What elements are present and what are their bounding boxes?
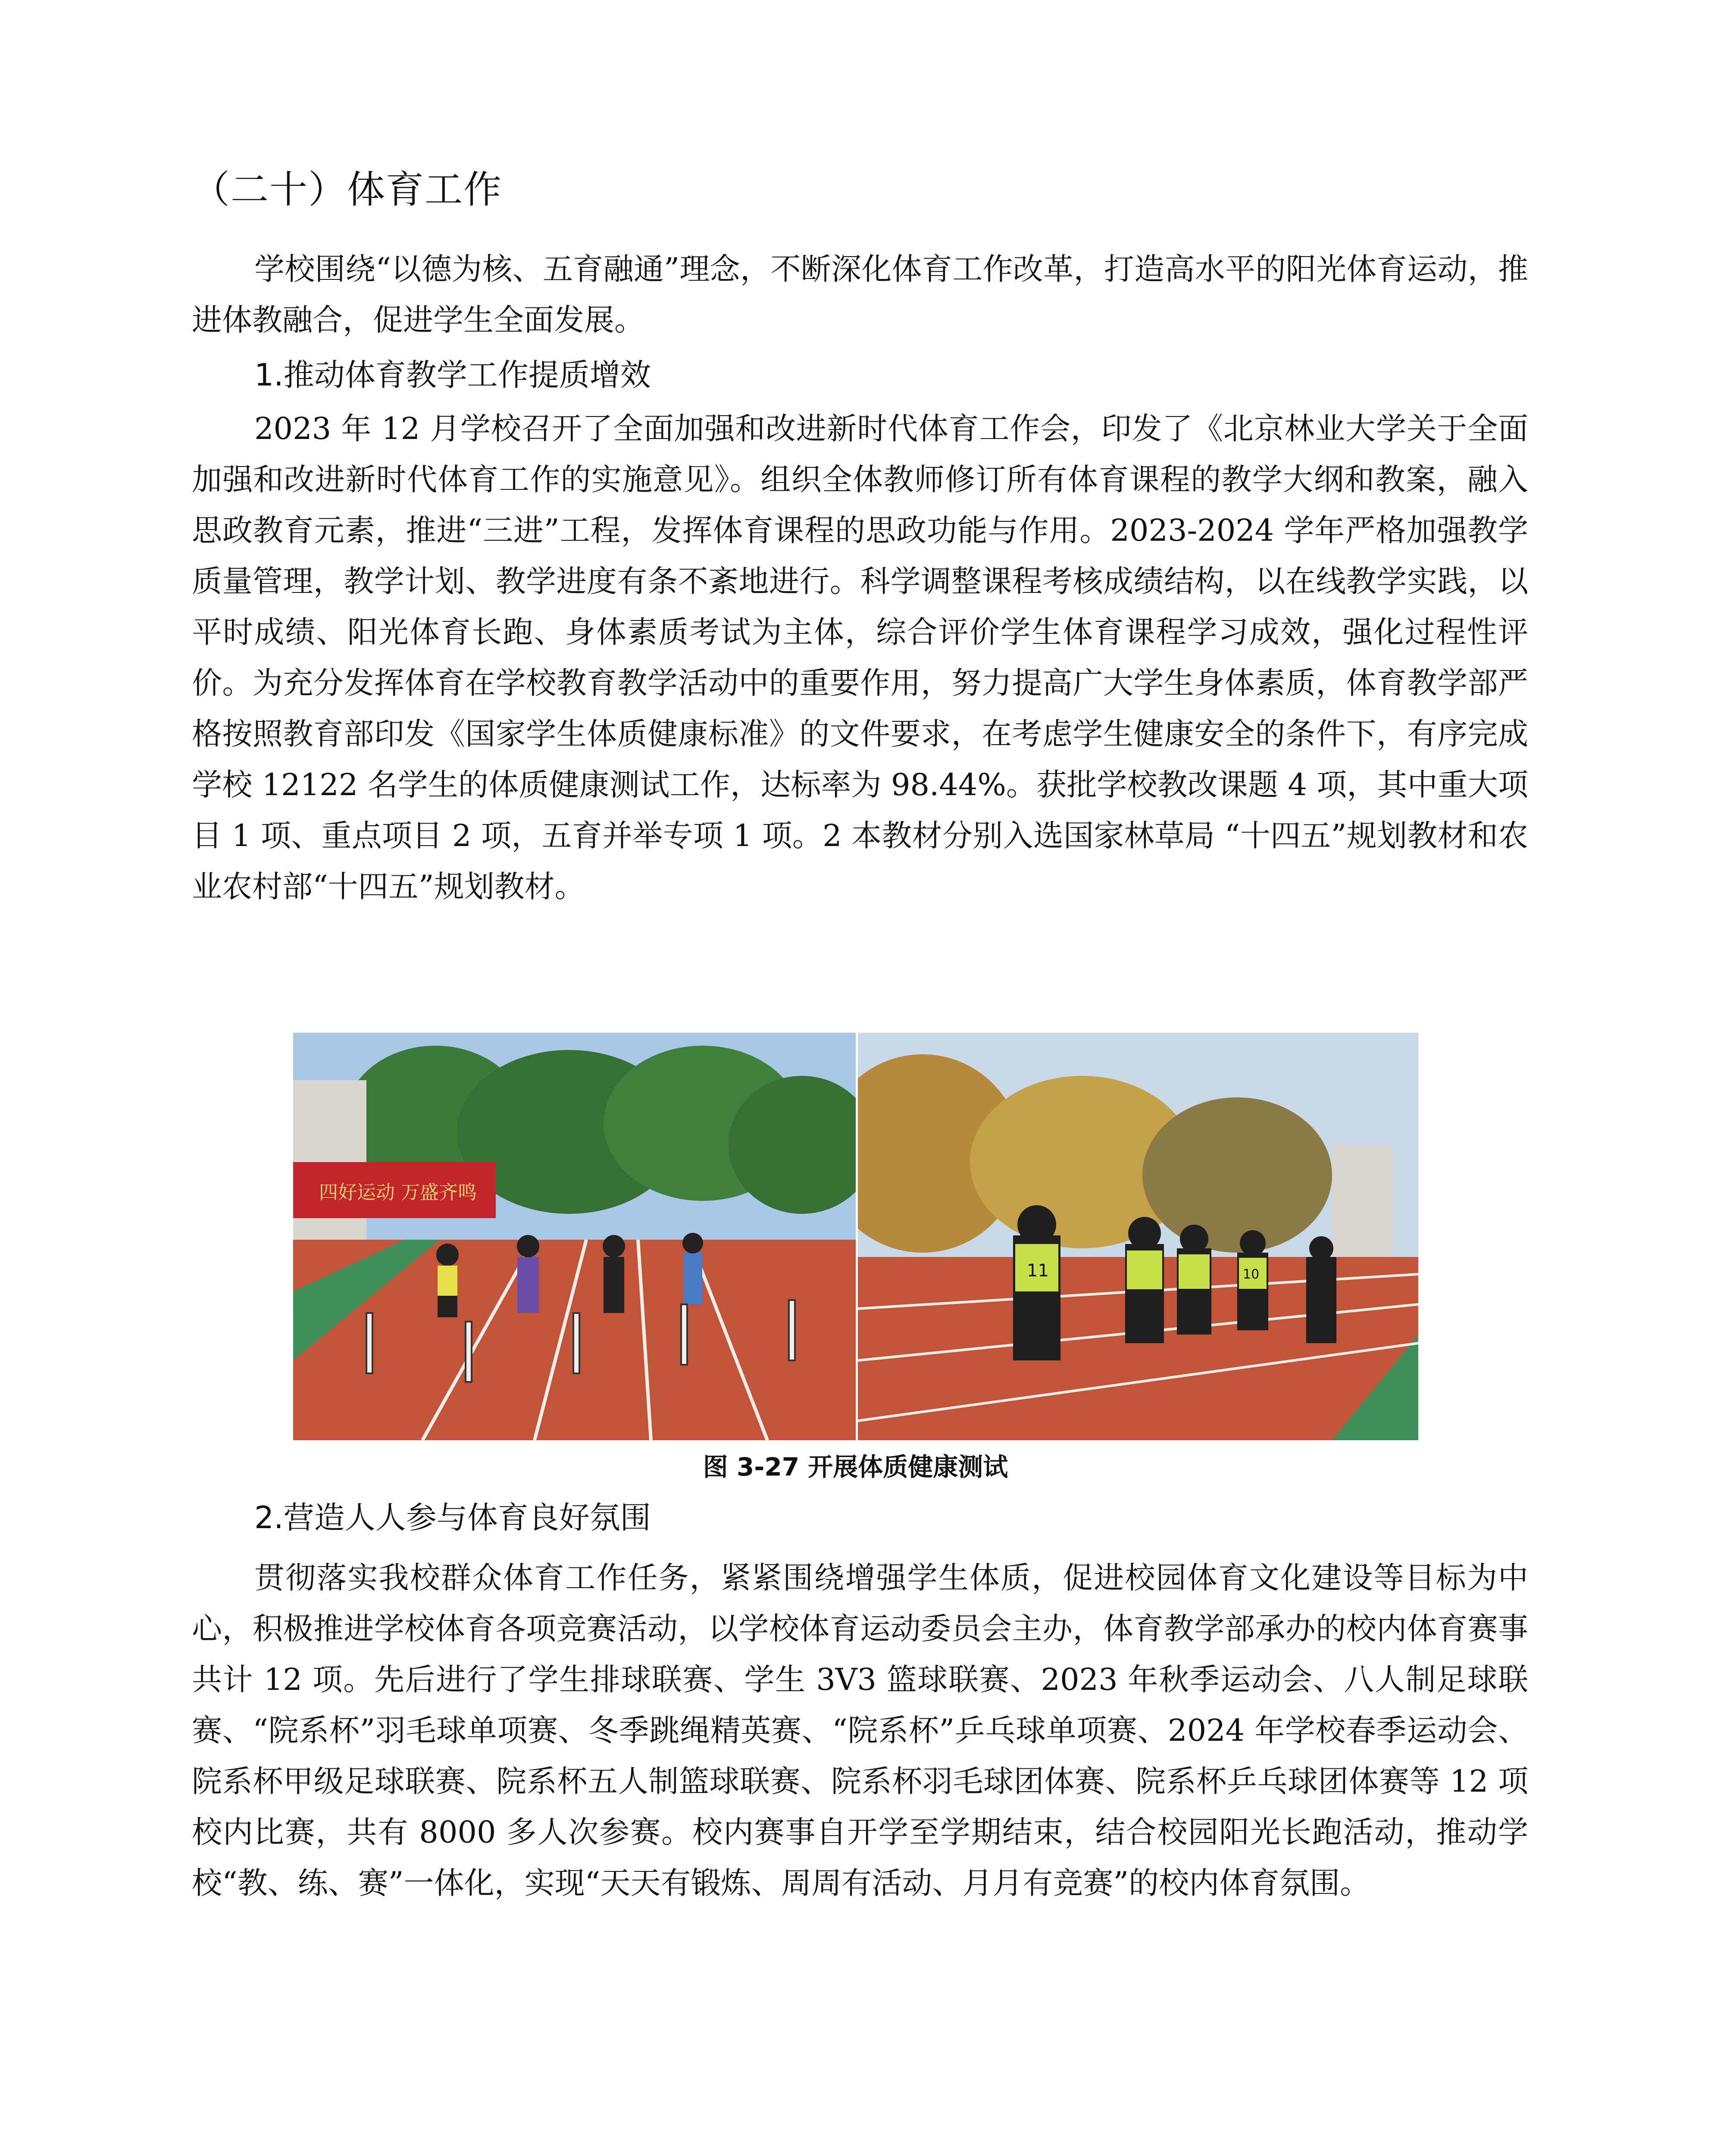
section-title: （二十）体育工作 [192,167,503,212]
figure-fitness-test [293,1033,1418,1440]
figure-caption: 图 3-27 开展体质健康测试 [703,1452,1008,1482]
photo-track-running [293,1033,856,1440]
photo-runners-vests [858,1033,1418,1440]
bib-number-10: 10 [1243,1267,1260,1282]
intro-paragraph: 学校围绕“以德为核、五育融通”理念，不断深化体育工作改革，打造高水平的阳光体育运动，推进体教融合，促进学生全面发展。 [192,251,1528,338]
teaching-paragraph: 2023 年 12 月学校召开了全面加强和改进新时代体育工作会，印发了《北京林业大学关于全面加强和改进新时代体育工作的实施意见》。组织全体教师修订所有体育课程的教学大纲和教案，融入思政教育元素，推进“三进”工程，发挥体育课程的思政功能与作用。2023-2024 学年严格加强教学质量管理，教学计划、教学进度有条不紊地进行。科学调整课程考核成绩结构，以在线教学实践，以平时成绩、阳光体育长跑、身体素质考试为主体，综合评价学生体育课程学习成效，强化过程性评价。为充分发挥体育在学校教育教学活动中的重要作用，努力提高广大学生身体素质，体育教学部严格按照教育部印发《国家学生体质健康标准》的文件要求，在考虑学生健康安全的条件下，有序完成学校 12122 名学生的体质健康测试工作，达标率为 98.44%。获批学校教改课题 4 项，其中重大项目 1 项、重点项目 2 项，五育并举专项 1 项。2 本教材分别入选国家林草局 “十四五”规划教材和农业农村部“十四五”规划教材。 [192,411,1528,904]
banner-text: 四好运动 万盛齐鸣 [319,1181,477,1203]
bib-number-11: 11 [1027,1261,1049,1281]
subheading-atmosphere: 2.营造人人参与体育良好氛围 [254,1500,651,1536]
subheading-teaching: 1.推动体育教学工作提质增效 [254,357,651,393]
atmosphere-paragraph: 贯彻落实我校群众体育工作任务，紧紧围绕增强学生体质，促进校园体育文化建设等目标为中心，积极推进学校体育各项竞赛活动，以学校体育运动委员会主办，体育教学部承办的校内体育赛事共计 12 项。先后进行了学生排球联赛、学生 3V3 篮球联赛、2023 年秋季运动会、八人制足球联赛、“院系杯”羽毛球单项赛、冬季跳绳精英赛、“院系杯”乒乓球单项赛、2024 年学校春季运动会、院系杯甲级足球联赛、院系杯五人制篮球联赛、院系杯羽毛球团体赛、院系杯乒乓球团体赛等 12 项校内比赛，共有 8000 多人次参赛。校内赛事自开学至学期结束，结合校园阳光长跑活动，推动学校“教、练、赛”一体化，实现“天天有锻炼、周周有活动、月月有竞赛”的校内体育氛围。 [192,1560,1528,1901]
